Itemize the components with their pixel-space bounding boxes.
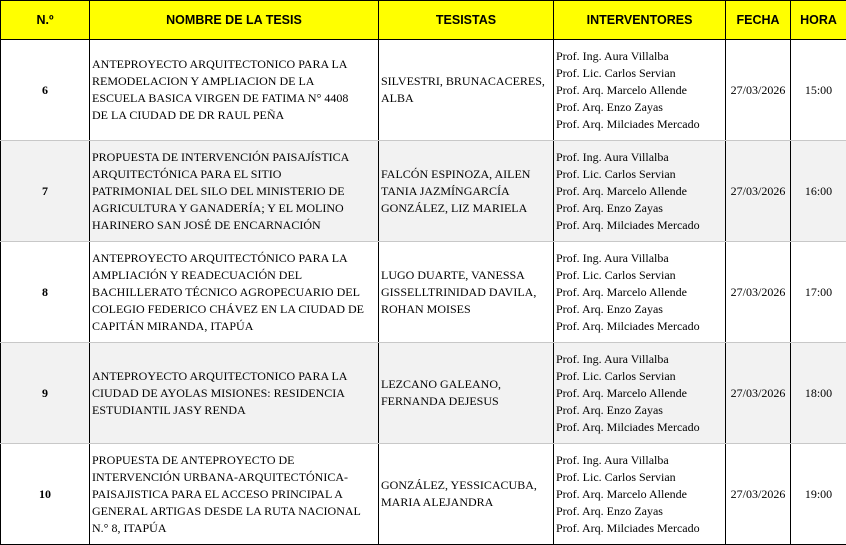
thesis-name	[90, 40, 379, 141]
reviewers-line: Prof. Arq. Milciades Mercado	[556, 116, 700, 131]
defense-date: 27/03/2026	[726, 444, 791, 545]
thesis-name-line: AMPLIACIÓN Y READECUACIÓN DEL	[92, 267, 303, 282]
thesis-name-line: CAPITÁN MIRANDA, ITAPÚA	[92, 318, 254, 333]
table-row	[1, 343, 846, 444]
students-line: LUGO DUARTE, VANESSA	[381, 267, 525, 282]
students-line: MARIA ALEJANDRA	[381, 495, 494, 509]
thesis-name-line: PROPUESTA DE INTERVENCIÓN PAISAJÍSTICA	[92, 149, 350, 164]
table-row	[1, 141, 846, 242]
thesis-name-line: INTERVENCIÓN URBANA-ARQUITECTÓNICA-	[92, 469, 349, 484]
reviewers-line: Prof. Arq. Enzo Zayas	[556, 503, 663, 518]
reviewers-line: Prof. Arq. Marcelo Allende	[556, 486, 687, 501]
reviewers-line: Prof. Arq. Marcelo Allende	[556, 82, 687, 97]
defense-time: 17:00	[791, 242, 846, 343]
students-line: FERNANDA DEJESUS	[381, 394, 499, 408]
reviewers-line: Prof. Arq. Enzo Zayas	[556, 200, 663, 215]
thesis-name-line: COLEGIO FEDERICO CHÁVEZ EN LA CIUDAD DE	[92, 301, 364, 316]
students	[379, 141, 554, 242]
thesis-name-line: PAISAJISTICA PARA EL ACCESO PRINCIPAL A	[92, 486, 343, 501]
reviewers-line: Prof. Ing. Aura Villalba	[556, 452, 669, 467]
header-time: HORA	[791, 1, 846, 40]
reviewers-line: Prof. Arq. Marcelo Allende	[556, 284, 687, 299]
students-line: ROHAN MOISES	[381, 301, 471, 316]
header-reviewers: INTERVENTORES	[554, 1, 726, 40]
reviewers-line: Prof. Ing. Aura Villalba	[556, 48, 669, 63]
thesis-name-line: ARQUITECTÓNICA PARA EL SITIO	[92, 166, 282, 181]
thesis-name	[90, 242, 379, 343]
reviewers-line: Prof. Arq. Marcelo Allende	[556, 385, 687, 400]
defense-date: 27/03/2026	[726, 242, 791, 343]
thesis-name-line: REMODELACION Y AMPLIACION DE LA	[92, 74, 315, 88]
defense-time: 18:00	[791, 343, 846, 444]
reviewers-line: Prof. Arq. Milciades Mercado	[556, 520, 700, 535]
defense-date: 27/03/2026	[726, 40, 791, 141]
thesis-name-line: CIUDAD DE AYOLAS MISIONES: RESIDENCIA	[92, 385, 345, 400]
reviewers-line: Prof. Arq. Enzo Zayas	[556, 402, 663, 417]
reviewers-line: Prof. Arq. Enzo Zayas	[556, 99, 663, 114]
defense-date: 27/03/2026	[726, 343, 791, 444]
row-number: 9	[1, 343, 90, 444]
reviewers-line: Prof. Ing. Aura Villalba	[556, 351, 669, 366]
students-line: SILVESTRI, BRUNACACERES,	[381, 74, 545, 88]
students-line: GONZÁLEZ, LIZ MARIELA	[381, 200, 528, 215]
reviewers	[554, 141, 726, 242]
table-row	[1, 444, 846, 545]
header-num: N.º	[1, 1, 90, 40]
defense-date: 27/03/2026	[726, 141, 791, 242]
reviewers-line: Prof. Arq. Enzo Zayas	[556, 301, 663, 316]
thesis-name	[90, 444, 379, 545]
reviewers-line: Prof. Lic. Carlos Servian	[556, 267, 676, 282]
reviewers	[554, 343, 726, 444]
students-line: ALBA	[381, 91, 414, 105]
thesis-name-line: ESTUDIANTIL JASY RENDA	[92, 402, 246, 417]
defense-time: 19:00	[791, 444, 846, 545]
row-number: 10	[1, 444, 90, 545]
thesis-name	[90, 141, 379, 242]
reviewers	[554, 444, 726, 545]
header-row	[1, 1, 846, 40]
thesis-name-line: HARINERO SAN JOSÉ DE ENCARNACIÓN	[92, 217, 321, 232]
thesis-name-line: PROPUESTA DE ANTEPROYECTO DE	[92, 452, 295, 467]
reviewers-line: Prof. Arq. Milciades Mercado	[556, 217, 700, 232]
thesis-name-line: N.° 8, ITAPÚA	[92, 520, 167, 535]
row-number: 7	[1, 141, 90, 242]
thesis-name-line: GENERAL ARTIGAS DESDE LA RUTA NACIONAL	[92, 503, 361, 518]
thesis-name-line: ANTEPROYECTO ARQUITECTÓNICO PARA LA	[92, 250, 348, 265]
reviewers-line: Prof. Ing. Aura Villalba	[556, 250, 669, 265]
thesis-name-line: BACHILLERATO TÉCNICO AGROPECUARIO DEL	[92, 284, 360, 299]
students-line: LEZCANO GALEANO,	[381, 377, 501, 391]
row-number: 8	[1, 242, 90, 343]
thesis-name-line: ESCUELA BASICA VIRGEN DE FATIMA N° 4408	[92, 91, 349, 105]
students	[379, 444, 554, 545]
reviewers-line: Prof. Lic. Carlos Servian	[556, 368, 676, 383]
thesis-name	[90, 343, 379, 444]
reviewers-line: Prof. Arq. Milciades Mercado	[556, 419, 700, 434]
header-date: FECHA	[726, 1, 791, 40]
row-number: 6	[1, 40, 90, 141]
reviewers-line: Prof. Ing. Aura Villalba	[556, 149, 669, 164]
students-line: FALCÓN ESPINOZA, AILEN	[381, 166, 531, 181]
thesis-name-line: DE LA CIUDAD DE DR RAUL PEÑA	[92, 108, 285, 122]
header-students: TESISTAS	[379, 1, 554, 40]
students-line: GONZÁLEZ, YESSICACUBA,	[381, 478, 537, 492]
reviewers	[554, 40, 726, 141]
header-thesis-name: NOMBRE DE LA TESIS	[90, 1, 379, 40]
table-row	[1, 40, 846, 141]
reviewers-line: Prof. Lic. Carlos Servian	[556, 469, 676, 484]
thesis-name-line: PATRIMONIAL DEL SILO DEL MINISTERIO DE	[92, 183, 345, 198]
defense-time: 15:00	[791, 40, 846, 141]
table-row	[1, 242, 846, 343]
students-line: GISSELLTRINIDAD DAVILA,	[381, 284, 537, 299]
thesis-name-line: ANTEPROYECTO ARQUITECTONICO PARA LA	[92, 368, 348, 383]
reviewers-line: Prof. Lic. Carlos Servian	[556, 166, 676, 181]
students	[379, 40, 554, 141]
thesis-name-line: AGRICULTURA Y GANADERÍA; Y EL MOLINO	[92, 200, 344, 215]
thesis-name-line: ANTEPROYECTO ARQUITECTONICO PARA LA	[92, 57, 348, 71]
students	[379, 343, 554, 444]
reviewers	[554, 242, 726, 343]
reviewers-line: Prof. Lic. Carlos Servian	[556, 65, 676, 80]
students-line: TANIA JAZMÍNGARCÍA	[381, 183, 510, 198]
defense-time: 16:00	[791, 141, 846, 242]
students	[379, 242, 554, 343]
reviewers-line: Prof. Arq. Milciades Mercado	[556, 318, 700, 333]
reviewers-line: Prof. Arq. Marcelo Allende	[556, 183, 687, 198]
